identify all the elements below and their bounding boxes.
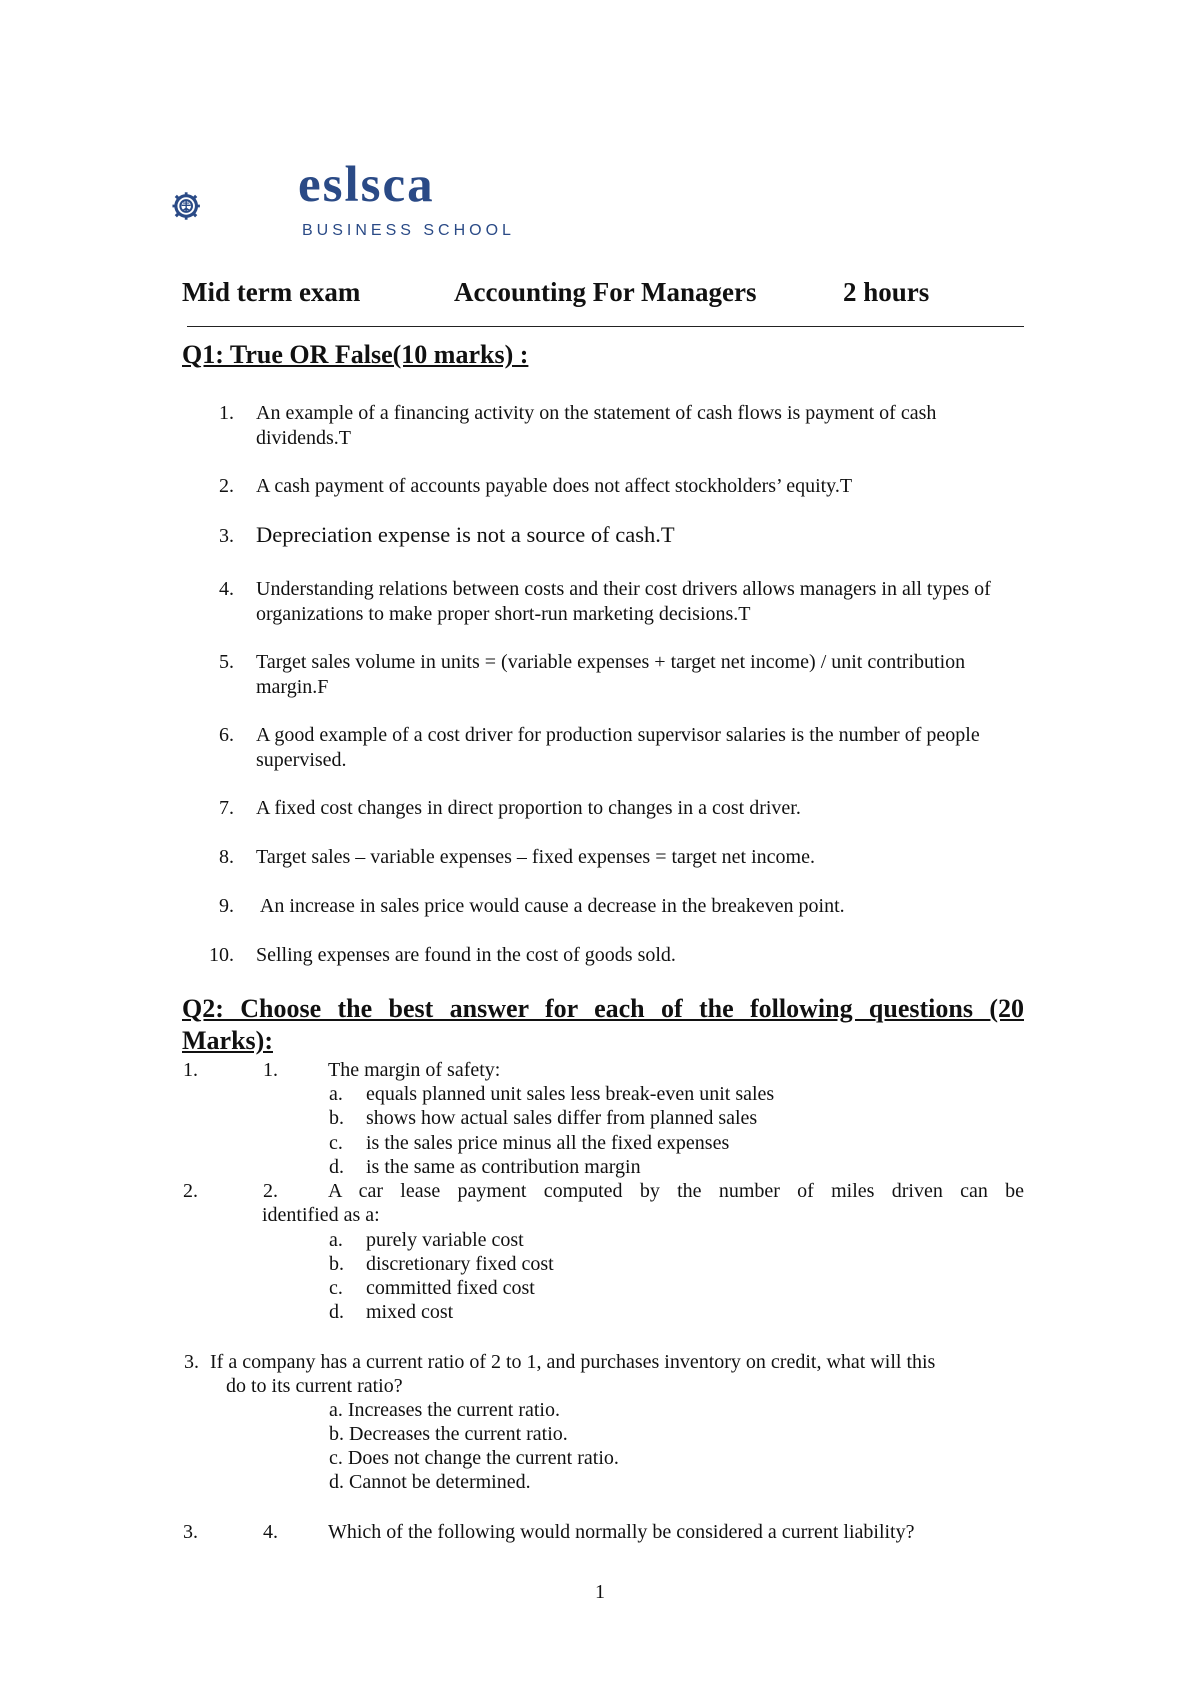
header-divider [187, 326, 1024, 327]
q2-heading-continued: Marks): [182, 1026, 273, 1055]
mc-option-letter: b. [329, 1253, 344, 1275]
mc-option-text: mixed cost [366, 1301, 454, 1323]
mc-option-text: is the sales price minus all the fixed expenses [366, 1132, 730, 1154]
mc-option-letter: d. [329, 1301, 344, 1323]
mc-question-number: 3. [184, 1351, 199, 1373]
mc-question-stem: Which of the following would normally be considered a current liability? [328, 1521, 915, 1543]
mc-option: a. Increases the current ratio. [329, 1399, 560, 1421]
mc-question-stem: The margin of safety: [328, 1059, 501, 1081]
mc-option-text: committed fixed cost [366, 1277, 535, 1299]
mc-question-stem-continued: identified as a: [262, 1204, 380, 1226]
q1-item-number: 7. [219, 797, 234, 819]
q1-item-number: 9. [219, 895, 234, 917]
mc-option-text: equals planned unit sales less break-even unit sales [366, 1083, 775, 1105]
logo-subtitle: BUSINESS SCHOOL [302, 222, 515, 239]
mc-option: b. Decreases the current ratio. [329, 1423, 568, 1445]
q1-item-text: Target sales – variable expenses – fixed expenses = target net income. [256, 846, 815, 868]
q1-item-number: 4. [219, 578, 234, 600]
mc-question-stem-continued: do to its current ratio? [226, 1375, 403, 1397]
mc-option: c. Does not change the current ratio. [329, 1447, 619, 1469]
mc-option-text: purely variable cost [366, 1229, 524, 1251]
q2-heading: Q2: Choose the best answer for each of the following questions (20 [182, 994, 1024, 1023]
q1-item-text: A fixed cost changes in direct proportion to changes in a cost driver. [256, 797, 801, 819]
q1-item-number: 10. [209, 944, 234, 966]
q1-item-text: A cash payment of accounts payable does not affect stockholders’ equity.T [256, 475, 853, 497]
q1-item-number: 1. [219, 402, 234, 424]
course-title: Accounting For Managers [454, 277, 757, 307]
q1-heading: Q1: True OR False(10 marks) : [182, 340, 529, 369]
q1-item-number: 3. [219, 525, 234, 547]
mc-option-letter: c. [329, 1277, 343, 1299]
exam-duration: 2 hours [843, 277, 930, 307]
exam-type: Mid term exam [182, 277, 361, 307]
mc-question-stem: If a company has a current ratio of 2 to 1, and purchases inventory on credit, what will this [210, 1351, 936, 1373]
mc-option-letter: a. [329, 1229, 343, 1251]
q1-item-text: A good example of a cost driver for production supervisor salaries is the number of people supervised. [256, 724, 980, 771]
q1-item-number: 5. [219, 651, 234, 673]
q1-item-text: An increase in sales price would cause a decrease in the breakeven point. [256, 895, 845, 917]
logo-wordmark: eslsca [298, 157, 435, 213]
eslsca-logo [168, 166, 288, 246]
mc-option-letter: d. [329, 1156, 344, 1178]
q1-item-number: 8. [219, 846, 234, 868]
mc-option-letter: c. [329, 1132, 343, 1154]
page-number: 1 [595, 1581, 605, 1603]
mc-option: d. Cannot be determined. [329, 1471, 531, 1493]
mc-option-text: shows how actual sales differ from planned sales [366, 1107, 758, 1129]
mc-inner-number: 1. [263, 1059, 278, 1081]
mc-outer-number: 2. [183, 1180, 198, 1202]
q1-item-number: 2. [219, 475, 234, 497]
q1-item-number: 6. [219, 724, 234, 746]
mc-inner-number: 2. [263, 1180, 278, 1202]
mc-option-text: discretionary fixed cost [366, 1253, 554, 1275]
q1-item-text: Target sales volume in units = (variable expenses + target net income) / unit contribution margin.F [256, 651, 966, 698]
mc-inner-number: 4. [263, 1521, 278, 1543]
mc-question-stem: A car lease payment computed by the number of miles driven can be [328, 1180, 1024, 1202]
mc-outer-number: 1. [183, 1059, 198, 1081]
mc-option-text: is the same as contribution margin [366, 1156, 641, 1178]
mc-outer-number: 3. [183, 1521, 198, 1543]
q1-item-text: Selling expenses are found in the cost of goods sold. [256, 944, 676, 966]
mc-option-letter: a. [329, 1083, 343, 1105]
q1-item-text: Understanding relations between costs and their cost drivers allows managers in all types of organizations to make proper short-run marketing decisions.T [256, 578, 991, 625]
q1-item-text: An example of a financing activity on the statement of cash flows is payment of cash dividends.T [256, 402, 937, 449]
q1-item-text: Depreciation expense is not a source of cash.T [256, 522, 675, 547]
mc-option-letter: b. [329, 1107, 344, 1129]
